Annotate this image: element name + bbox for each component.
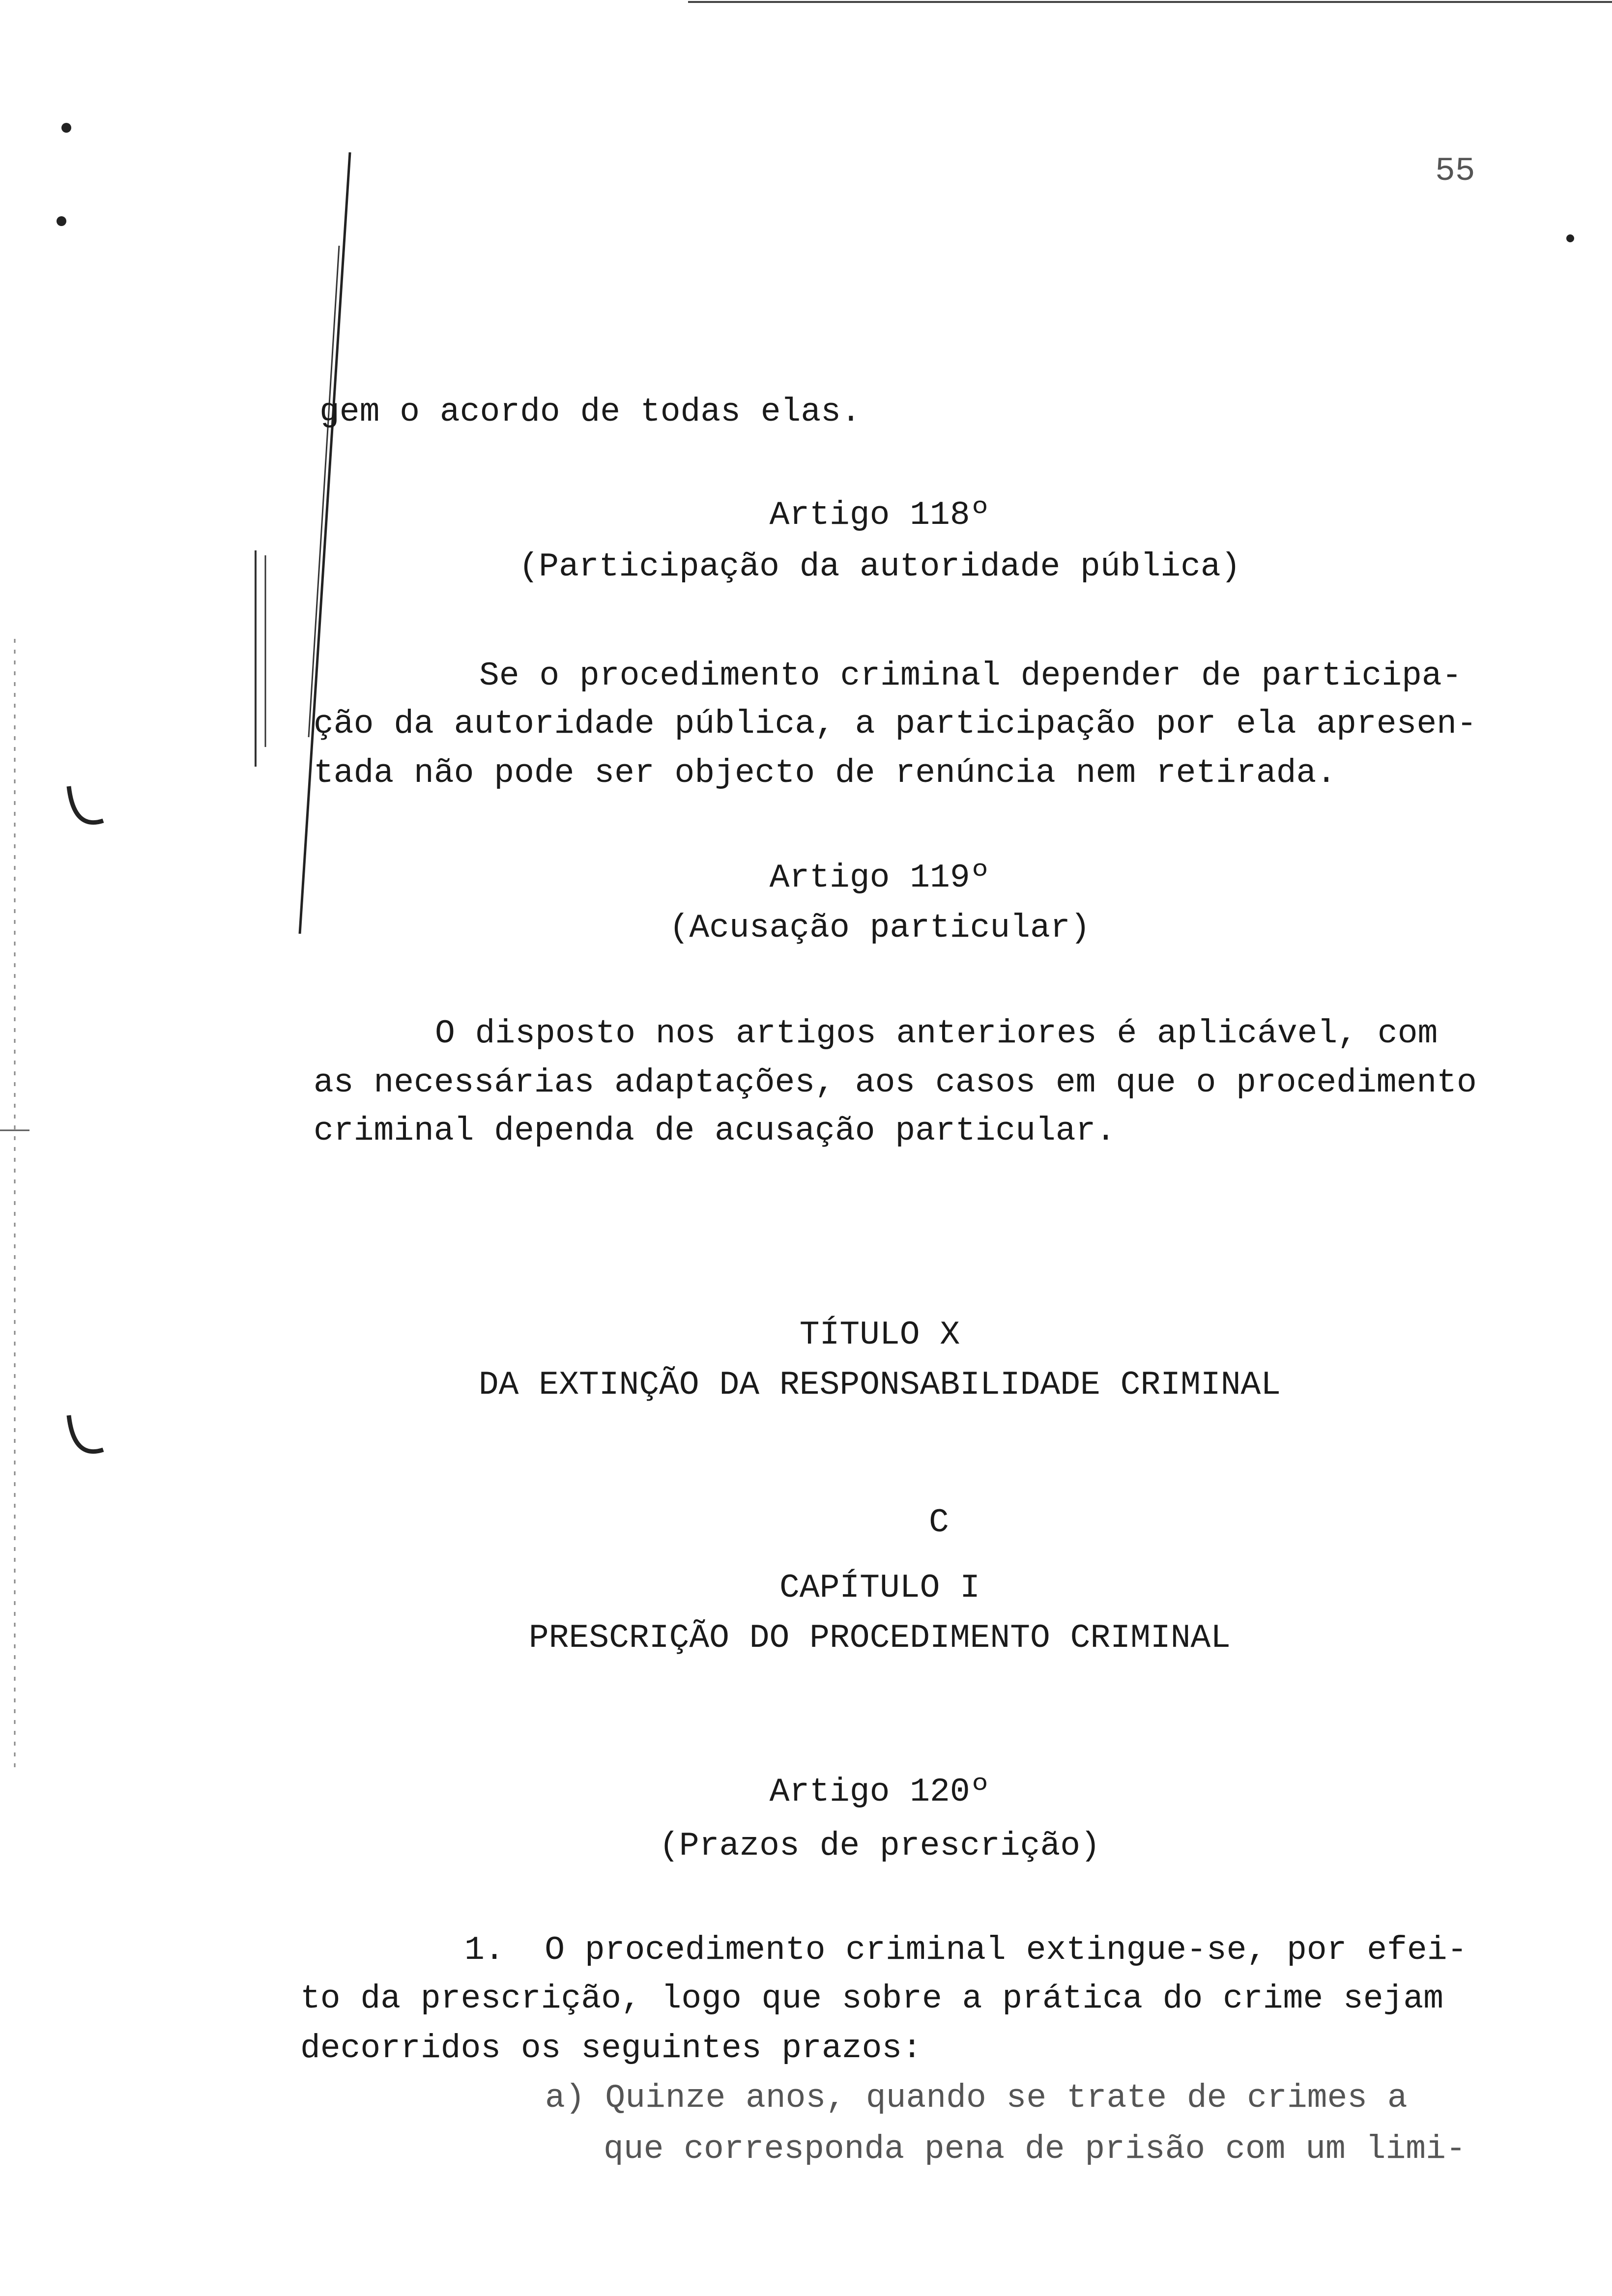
page-number: 55 bbox=[1435, 152, 1475, 190]
hole-mark bbox=[69, 1415, 103, 1452]
paragraph-line: Se o procedimento criminal depender de participa- bbox=[479, 657, 1462, 695]
margin-line bbox=[300, 152, 350, 934]
title-heading: TÍTULO X bbox=[799, 1316, 960, 1354]
article-120-subtitle: (Prazos de prescrição) bbox=[659, 1827, 1100, 1865]
article-120-heading: Artigo 120º bbox=[769, 1773, 990, 1811]
speck bbox=[57, 216, 66, 226]
paragraph-line: O disposto nos artigos anteriores é aplicável, com bbox=[435, 1015, 1438, 1053]
article-119-subtitle: (Acusação particular) bbox=[669, 909, 1091, 947]
margin-line bbox=[309, 246, 339, 737]
chapter-subtitle: PRESCRIÇÃO DO PROCEDIMENTO CRIMINAL bbox=[528, 1619, 1231, 1657]
paragraph-line: decorridos os seguintes prazos: bbox=[300, 2030, 922, 2067]
continuation-text: gem o acordo de todas elas. bbox=[319, 393, 861, 431]
list-item-a: a) Quinze anos, quando se trate de crimes a bbox=[545, 2079, 1408, 2117]
paragraph-line: criminal dependa de acusação particular. bbox=[314, 1112, 1116, 1150]
paragraph-line: 1. O procedimento criminal extingue-se, por efei- bbox=[464, 1931, 1468, 1969]
article-118-heading: Artigo 118º bbox=[769, 496, 990, 534]
paragraph-line: tada não pode ser objecto de renúncia nem retirada. bbox=[314, 754, 1337, 792]
paragraph-line: to da prescrição, logo que sobre a prática do crime sejam bbox=[300, 1980, 1443, 2018]
paragraph-line: ção da autoridade pública, a participação por ela apresen- bbox=[314, 705, 1477, 743]
hole-mark bbox=[69, 786, 103, 823]
article-118-subtitle: (Participação da autoridade pública) bbox=[518, 548, 1241, 586]
title-subtitle: DA EXTINÇÃO DA RESPONSABILIDADE CRIMINAL bbox=[478, 1366, 1281, 1404]
article-119-heading: Artigo 119º bbox=[769, 859, 990, 897]
stray-mark: C bbox=[929, 1504, 949, 1542]
chapter-heading: CAPÍTULO I bbox=[779, 1569, 980, 1607]
list-item-a-continuation: que corresponda pena de prisão com um limi- bbox=[604, 2130, 1466, 2168]
paragraph-line: as necessárias adaptações, aos casos em que o procedimento bbox=[314, 1064, 1477, 1102]
speck bbox=[61, 123, 71, 133]
speck bbox=[1566, 234, 1574, 242]
